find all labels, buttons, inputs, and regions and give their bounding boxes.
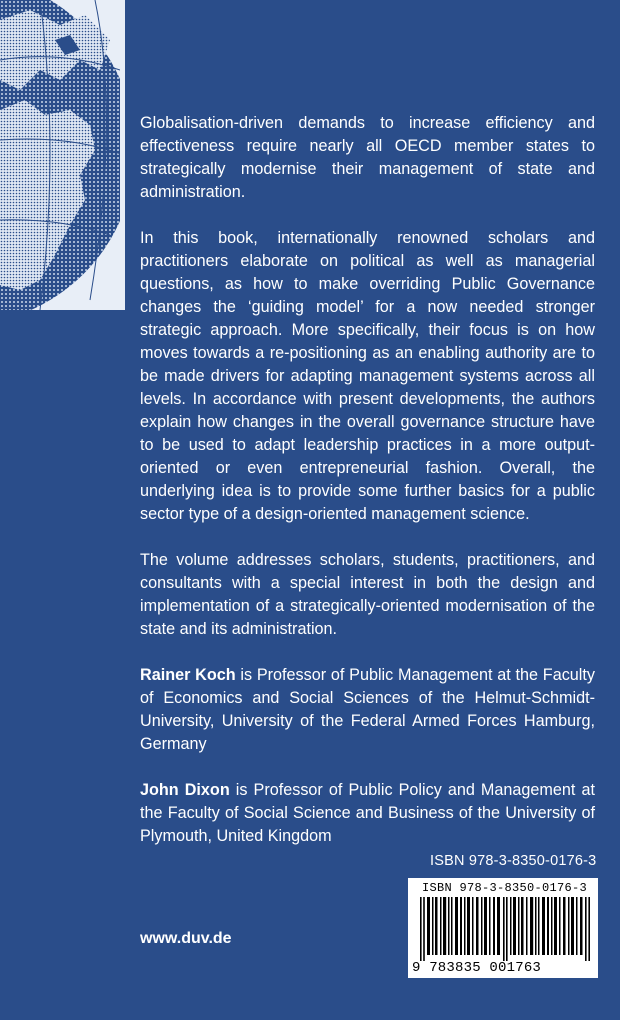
barcode-digits: 9 783835 001763 [412,960,542,976]
author-bio-koch [140,664,595,756]
author-description: is Professor of Public Policy and Management at the Faculty of Social Science and Business of the University of Plymouth, United Kingdom [140,781,595,845]
paragraph-intro: Globalisation-driven demands to increase efficiency and effectiveness require nearly all OECD member states to strategically modernise their management of state and administration. [140,114,595,201]
barcode [408,878,598,978]
globe-icon [0,0,125,310]
author-name: John Dixon [140,781,230,799]
globe-illustration [0,0,125,310]
isbn-label: ISBN 978-3-8350-0176-3 [430,853,597,869]
publisher-url[interactable]: www.duv.de [140,930,232,947]
paragraph-audience: The volume addresses scholars, students, practitioners, and consultants with a special interest in both the design and implementation of a strategically-oriented modernisation of the state and its administration. [140,551,595,638]
barcode-bars-icon [420,897,592,961]
back-cover-text [140,112,595,871]
barcode-isbn-label: ISBN 978-3-8350-0176-3 [422,881,588,895]
paragraph-book-summary: In this book, internationally renowned scholars and practitioners elaborate on political as well as managerial questions, as how to make overriding Public Governance changes the ‘guiding model’ for a now needed stronger strategic approach. More specifically, their focus is on how moves towards a re-positioning as an enabling authority are to be made drivers for adapting management systems across all levels. In accordance with present developments, the authors explain how changes in the overall governance structure have to be used to adapt leadership practices in a more output-oriented or even entrepreneurial fashion. Overall, the underlying idea is to provide some further basics for a public sector type of a design-oriented management science. [140,229,595,523]
author-name: Rainer Koch [140,666,236,684]
author-description: is Professor of Public Management at the Faculty of Economics and Social Sciences of the Helmut-Schmidt-University, University of the Federal Armed Forces Hamburg, Germany [140,666,595,753]
author-bio-dixon [140,779,595,848]
